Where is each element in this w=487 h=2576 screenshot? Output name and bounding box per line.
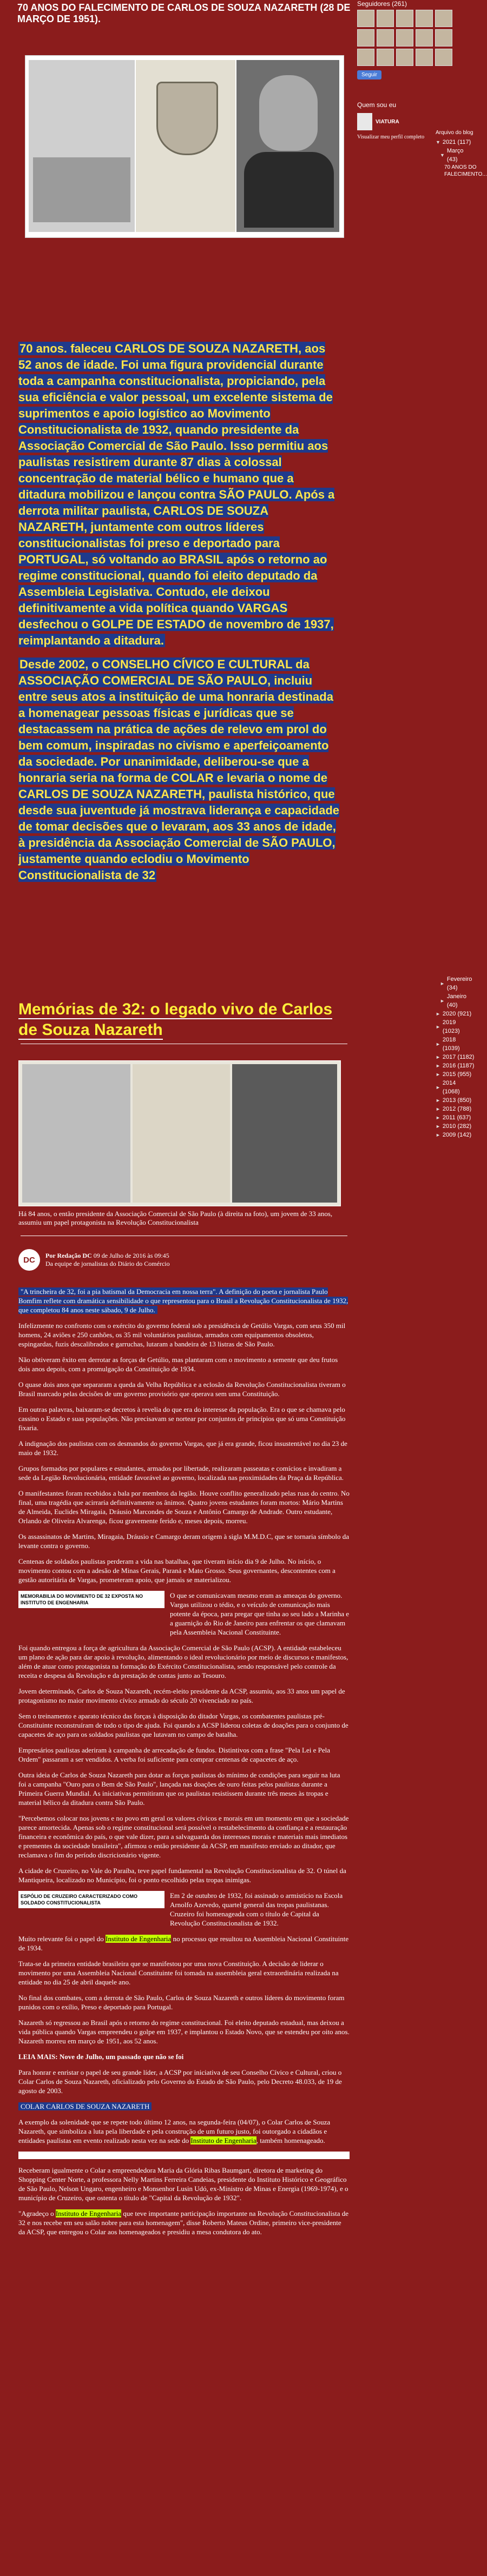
article-paragraph: Receberam igualmente o Colar a empreendedora Maria da Glória Ribas Baumgart, diretora de marketing do Shopping Center Norte, a professora Nelly Martins Ferreira Candeias, presidente do Instituto Histórico e Geográfico de São Paulo, Nelson Ungaro, engenheiro e Monsenhor Lusin Udó, ex-Ministro de Minas e Energia (1969-1974), e o município de Cruzeiro, que ostenta o título de "Capital da Revolução de 1932". [18, 2166, 348, 2202]
article-body [18, 1287, 350, 2236]
expanded-icon: ▼ [440, 152, 445, 158]
archive-item[interactable]: ► Fevereiro (34) [440, 976, 472, 991]
archive-list [436, 138, 487, 1139]
follower-avatar[interactable] [377, 49, 394, 66]
expanded-icon: ▼ [436, 140, 440, 145]
article-image [18, 1060, 341, 1206]
collapsed-icon: ► [436, 1124, 440, 1129]
profile-block [357, 113, 433, 130]
archive-item[interactable]: ► 2010 (282) [436, 1123, 472, 1130]
collapsed-icon: ► [436, 1085, 440, 1090]
profile-avatar[interactable] [357, 113, 372, 130]
dc-logo-icon: DC [18, 1249, 40, 1271]
post-hero-image [25, 55, 344, 238]
follower-avatar[interactable] [357, 10, 374, 27]
article-paragraph: Sem o treinamento e aparato técnico das forças à disposição do ditador Vargas, os combatentes paulistas pré-Constituinte reconstruíram de todo o tipo de ajuda. Foi quando a ACSP liderou coletas de doações para o conjunto de capacetes de aço para os soldados paulistas que lutavam no campo de batalha. [18, 1712, 348, 1738]
article-paragraph: Em 2 de outubro de 1932, foi assinado o armistício na Escola Arnolfo Azevedo, quartel general das tropas paulistanas. Cruzeiro foi homenageada com o título de Capital da Revolução Constitucionalista de 1932. [170, 1891, 343, 1927]
article-paragraph: Outra ideia de Carlos de Souza Nazareth para dotar as forças paulistas do mínimo de condições para seguir na luta foi a campanha "Ouro para o Bem de São Paulo", lançada nas doações de ouro feitas pelos paulistas durante a Primeira Guerra Mundial. As iniciativas permitiram que os paulistas resistissem durante três meses às tropas e material bélico da ditadura contra São Paulo. [18, 1771, 340, 1807]
post-body [18, 341, 340, 884]
article-paragraph: O que se comunicavam mesmo eram as ameaças do governo. Vargas utilizou o tédio, e o veículo de comunicação mais potente da época, para pregar que tinha ao seu lado a Marinha e a guarnição do Rio de Janeiro para enfrentar os que clamavam pela Assembleia Nacional Constituinte. [170, 1591, 349, 1636]
collapsed-icon: ► [436, 1098, 440, 1103]
post-title[interactable]: 70 ANOS DO FALECIMENTO DE CARLOS DE SOUZA NAZARETH (28 DE MARÇO DE 1951). [17, 2, 351, 24]
archive-item[interactable]: ► 2016 (1187) [436, 1063, 475, 1069]
archive-item[interactable]: ► Janeiro (40) [440, 993, 466, 1008]
follower-avatar[interactable] [396, 49, 413, 66]
follower-avatar[interactable] [357, 49, 374, 66]
article-byline [18, 1249, 350, 1271]
follow-button[interactable]: Seguir [357, 70, 381, 79]
article-paragraph: Infelizmente no confronto com o exército do governo federal sob a presidência de Getúlio Vargas, com seus 350 mil homens, 24 aviões e 250 canhões, os 35 mil voluntários paulistas, armados com equipamentos obsoletos, espingardas, fuzis descalibrados e garruchas, lutaram a bandeira de 13 listras de São Paulo. [18, 1322, 346, 1348]
article-quote: "A trincheira de 32, foi a pia batismal da Democracia em nossa terra". A definição do poeta e jornalista Paulo Bomfim reflete com dramática sensibilidade o que representou para o Brasil a Revolução Constitucionalista de 1932, que completou 84 anos neste sábado, 9 de Julho. [18, 1287, 348, 1314]
collapsed-icon: ► [440, 981, 445, 986]
article-title: Memórias de 32: o legado vivo de Carlos de Souza Nazareth [18, 1000, 333, 1039]
archive-item[interactable]: ► 2017 (1182) [436, 1054, 475, 1060]
byline-author[interactable]: Por Redação DC [45, 1252, 92, 1259]
collapsed-icon: ► [436, 1063, 440, 1068]
hero-portrait [236, 60, 339, 232]
archive-item[interactable]: ▼ 2021 (117) [436, 139, 471, 145]
archive-item[interactable]: ► 2012 (788) [436, 1106, 472, 1112]
follower-avatar[interactable] [377, 29, 394, 47]
follower-avatar[interactable] [416, 10, 433, 27]
white-divider [18, 2152, 350, 2159]
archive-item[interactable]: ► 2020 (921) [436, 1011, 472, 1017]
article-paragraph: "Agradeço o Instituto de Engenharia que teve importante participação importante na Revolução Constitucionalista de 32 e nos recebe em seu salão nobre para esta homenagem", disse Roberto Mateus Ordine, primeiro vice-presidente da ACSP, que entregou o Colar aos homenageados e presidiu a mesa condutora do ato. [18, 2209, 348, 2236]
follower-avatar[interactable] [377, 10, 394, 27]
article-paragraph: A cidade de Cruzeiro, no Vale do Paraíba, teve papel fundamental na Revolução Constitucionalista de 32. O túnel da Mantiqueira, localizado no Município, foi o ponto escolhido pelas tropas inimigas. [18, 1867, 346, 1884]
inset-caption[interactable]: ESPÓLIO DE CRUZEIRO CARACTERIZADO COMO SOLDADO CONSTITUCIONALISTA [18, 1891, 164, 1908]
article-paragraph: Para honrar e enristar o papel de seu grande líder, a ACSP por iniciativa de seu Conselho Cívico e Cultural, criou o Colar Carlos de Souza Nazareth, oficializado pelo Governo do Estado de São Paulo, pelo Decreto 48.033, de 19 de agosto de 2003. [18, 2068, 342, 2095]
collapsed-icon: ► [436, 1115, 440, 1120]
follower-avatar[interactable] [416, 29, 433, 47]
archive-item[interactable]: ► 2018 (1039) [436, 1037, 460, 1052]
main-column [15, 0, 353, 2236]
collapsed-icon: ► [436, 1132, 440, 1138]
profile-link[interactable]: Visualizar meu perfil completo [357, 134, 425, 140]
article-paragraph: Empresários paulistas aderiram à campanha de arrecadação de fundos. Distintivos com a frase "Pela Lei e Pela Ordem" passaram a ser vendidos. A verba foi suficiente para comprar centenas de capacetes de aço. [18, 1746, 330, 1763]
post-paragraph-2: Desde 2002, o CONSELHO CÍVICO E CULTURAL da ASSOCIAÇÃO COMERCIAL DE SÃO PAULO, incluiu entre seus atos a instituição de uma honraria destinada a homenagear pessoas físicas e jurídicas que se destacassem na prática de ações de relevo em prol do bem comum, inspiradas no civismo e aperfeiçoamento da sociedade. Por unanimidade, deliberou-se que a honraria seria na forma de COLAR e levaria o nome de CARLOS DE SOUZA NAZARETH, paulista histórico, que desde sua juventude já mostrava liderança e capacidade de tomar decisões que o levaram, aos 33 anos de idade, à presidência da Associação Comercial de SÃO PAULO, justamente quando eclodiu o Movimento Constitucionalista de 32 [18, 658, 340, 882]
article-paragraph: A indignação dos paulistas com os desmandos do governo Vargas, que já era grande, ficou insustentável no dia 23 de maio de 1932. [18, 1439, 347, 1457]
hero-photo-crowd [29, 60, 135, 232]
hero-mmdc-emblem [136, 60, 235, 232]
article-paragraph: O manifestantes foram recebidos a bala por membros da legião. Houve conflito generalizado pelas ruas do centro. No final, uma tragédia que acirraria definitivamente os ânimos. Quatro jovens estudantes foram mortos: Mário Martins de Almeida, Euclides Miragaia, Dráusio Marcondes de Souza e Antônio Camargo de Andrade. Outro estudante, Orlando de Oliveira Alvarenga, ficou gravemente ferido e, meses depois, morreu. [18, 1489, 350, 1525]
archive-post-link[interactable]: 70 ANOS DO FALECIMENTO... [444, 164, 487, 177]
article-paragraph: No final dos combates, com a derrota de São Paulo, Carlos de Souza Nazareth e outros líderes do movimento foram punidos com o exílio, Preso e deportado para Portugal. [18, 1994, 345, 2011]
sidebar-widgets [357, 0, 433, 141]
highlight-link[interactable]: Instituto de Engenharia [55, 2209, 122, 2218]
follower-avatar[interactable] [357, 29, 374, 47]
follower-avatar[interactable] [396, 29, 413, 47]
archive-item[interactable]: ► 2019 (1023) [436, 1019, 460, 1034]
article-paragraph: "Percebemos colocar nos jovens e no povo em geral os valores cívicos e morais em um momento em que a sociedade parece amortecida. Apenas sob o regime constitucional será possível o restabelecimento da confiança e a restauração financeira e econômica do país, o que vale dizer, para a salvaguarda dos interesses morais e materiais mais imediatos e prementes da sociedade brasileira", afirmou o então presidente da ACSP, em manifesto enviado ao ditador, que reclamava o fim do período discricionário vigente. [18, 1814, 349, 1859]
archive-item[interactable]: ► 2015 (955) [436, 1071, 472, 1078]
inset-caption[interactable]: MEMORABILIA DO MOVIMENTO DE 32 EXPOSTA NO INSTITUTO DE ENGENHARIA [18, 1591, 164, 1608]
collapsed-icon: ► [436, 1054, 440, 1060]
article-paragraph: O quase dois anos que separaram a queda da Velha República e a eclosão da Revolução Constitucionalista tiveram o Brasil marcado pelas decisões de um governo provisório que operava sem uma Constituição. [18, 1380, 346, 1398]
archive-item[interactable]: ► 2009 (142) [436, 1132, 472, 1138]
article-paragraph: Trata-se da primeira entidade brasileira que se manifestou por uma nova Constituição. A decisão de liderar o movimento por uma Assembleia Nacional Constituinte foi tomada na assembleia geral extraordinária realizada na entidade no dia 25 de abril daquele ano. [18, 1960, 339, 1986]
inset-block [18, 1591, 350, 1637]
collapsed-icon: ► [436, 1072, 440, 1077]
article-paragraph: Em outras palavras, baixaram-se decretos à revelia do que era do interesse da população. Era o que se chamava pelo cassino o Estado e suas populações. Não precisavam se nortear por conjuntos de princípios que só uma Constituição fixaria. [18, 1405, 346, 1432]
article-paragraph: Jovem determinado, Carlos de Souza Nazareth, recém-eleito presidente da ACSP, assumiu, aos 33 anos um papel de protagonismo no maior movimento cívico armado do século 20 vivenciado no país. [18, 1687, 345, 1704]
post-paragraph-1: 70 anos. faleceu CARLOS DE SOUZA NAZARETH, aos 52 anos de idade. Foi uma figura providencial durante toda a campanha constitucionalista, propiciando, pela sua eficiência e valor pessoal, um excelente sistema de suprimentos e apoio logístico ao Movimento Constitucionalista de 1932, quando presidente da Associação Comercial de São Paulo. Isso permitiu aos paulistas resistirem durante 87 dias à colossal concentração de material bélico e humano que a ditadura mobilizou e lançou contra SÃO PAULO. Após a derrota militar paulista, CARLOS DE SOUZA NAZARETH, juntamente com outros líderes constitucionalistas foi preso e deportado para PORTUGAL, só voltando ao BRASIL após o retorno ao regime constitucional, quando foi eleito deputado da Assembleia Legislativa. Contudo, ele deixou definitivamente a vida política quando VARGAS desfechou o GOLPE DE ESTADO de novembro de 1937, reimplantando a ditadura. [18, 342, 335, 647]
archive-heading: Arquivo do blog [436, 130, 473, 136]
article-caption: Há 84 anos, o então presidente da Associação Comercial de São Paulo (à direita na foto), um jovem de 33 anos, assumiu um papel protagonista na Revolução Constitucionalista [18, 1210, 333, 1226]
archive-item[interactable]: ► 2014 (1068) [436, 1080, 460, 1095]
follower-avatar[interactable] [396, 10, 413, 27]
article-paragraph: Grupos formados por populares e estudantes, armados por libertade, realizaram passeatas e comícios e invadiram a sede da Legião Revolucionária, entidade favorável ao governo, localizada nas proximidades da Praça da República. [18, 1464, 344, 1482]
archive-item[interactable]: ► 2011 (637) [436, 1114, 471, 1121]
archive-item[interactable]: ► 2013 (850) [436, 1097, 472, 1104]
embedded-article [15, 999, 353, 2576]
profile-name[interactable]: VIATURA [376, 118, 399, 125]
collapsed-icon: ► [436, 1024, 440, 1030]
article-paragraph: Nazareth só regressou ao Brasil após o retorno do regime constitucional. Foi eleito deputado estadual, mas deixou a vida pública quando Vargas empreendeu o golpe em 1937, e implantou o Estado Novo, que se estendeu por oito anos. Nazareth morreu em março de 1951, aos 52 anos. [18, 2019, 350, 2045]
collapsed-icon: ► [436, 1041, 440, 1047]
article-paragraph: Não obtiveram êxito em derrotar as forças de Getúlio, mas plantaram com o movimento a semente que deu frutos dois anos depois, com a promulgação da Constituição de 1934. [18, 1356, 338, 1373]
article-paragraph: Foi quando entregou a força de agricultura da Associação Comercial de São Paulo (ACSP). A entidade estabeleceu um plano de ação para dar apoio à revolução, alimentando o ideal revolucionário por meio de discursos e manifestos, além de atuar como protagonista na formação do Exército Constitucionalista, sendo responsável pelo controle da receita e despesa da Revolução e da prestação de contas junto ao Tesouro. [18, 1644, 348, 1679]
article-paragraph: Os assassinatos de Martins, Miragaia, Dráusio e Camargo deram origem à sigla M.M.D.C, que se tornaria símbolo da levante contra o governo. [18, 1532, 349, 1550]
about-heading: Quem sou eu [357, 101, 397, 109]
article-paragraph: Muito relevante foi o papel do Instituto de Engenharia no processo que resultou na Assembleia Nacional Constituinte de 1934. [18, 1935, 349, 1952]
article-paragraph: A exemplo da solenidade que se repete todo último 12 anos, na segunda-feira (04/07), o Colar Carlos de Souza Nazareth, que simboliza a luta pela liberdade e pela construção de um futuro justo, foi outorgado a cidadãos e entidades paulistas em evento realizado nesta vez na sede do Instituto de Engenharia, também homenageado. [18, 2118, 331, 2145]
collapsed-icon: ► [440, 998, 445, 1004]
highlight-link[interactable]: Instituto de Engenharia [190, 2136, 256, 2145]
inset-block [18, 1891, 350, 1928]
collapsed-icon: ► [436, 1106, 440, 1112]
archive-item[interactable]: ▼ Março (43) [440, 148, 464, 163]
follower-avatar[interactable] [416, 49, 433, 66]
highlight-link[interactable]: Instituto de Engenharia [106, 1935, 172, 1943]
byline-date: 09 de Julho de 2016 às 09:45 [93, 1252, 169, 1259]
colar-heading: COLAR CARLOS DE SOUZA NAZARETH [18, 2102, 152, 2110]
collapsed-icon: ► [436, 1011, 440, 1017]
followers-heading: Seguidores (261) [357, 0, 407, 8]
leia-mais[interactable]: LEIA MAIS: Nove de Julho, um passado que não se foi [18, 2053, 184, 2061]
article-paragraph: Centenas de soldados paulistas perderam a vida nas batalhas, que tiveram início dia 9 de Julho. No início, o movimento contou com a adesão de Minas Gerais, Paraná e Mato Grosso. Seus governantes, descontentes com a gestão autoritária de Vargas, prometeram apoio, que jamais se materializou. [18, 1557, 335, 1584]
byline-team: Da equipe de jornalistas do Diário do Comércio [45, 1260, 170, 1267]
archive-widget [436, 0, 487, 1139]
